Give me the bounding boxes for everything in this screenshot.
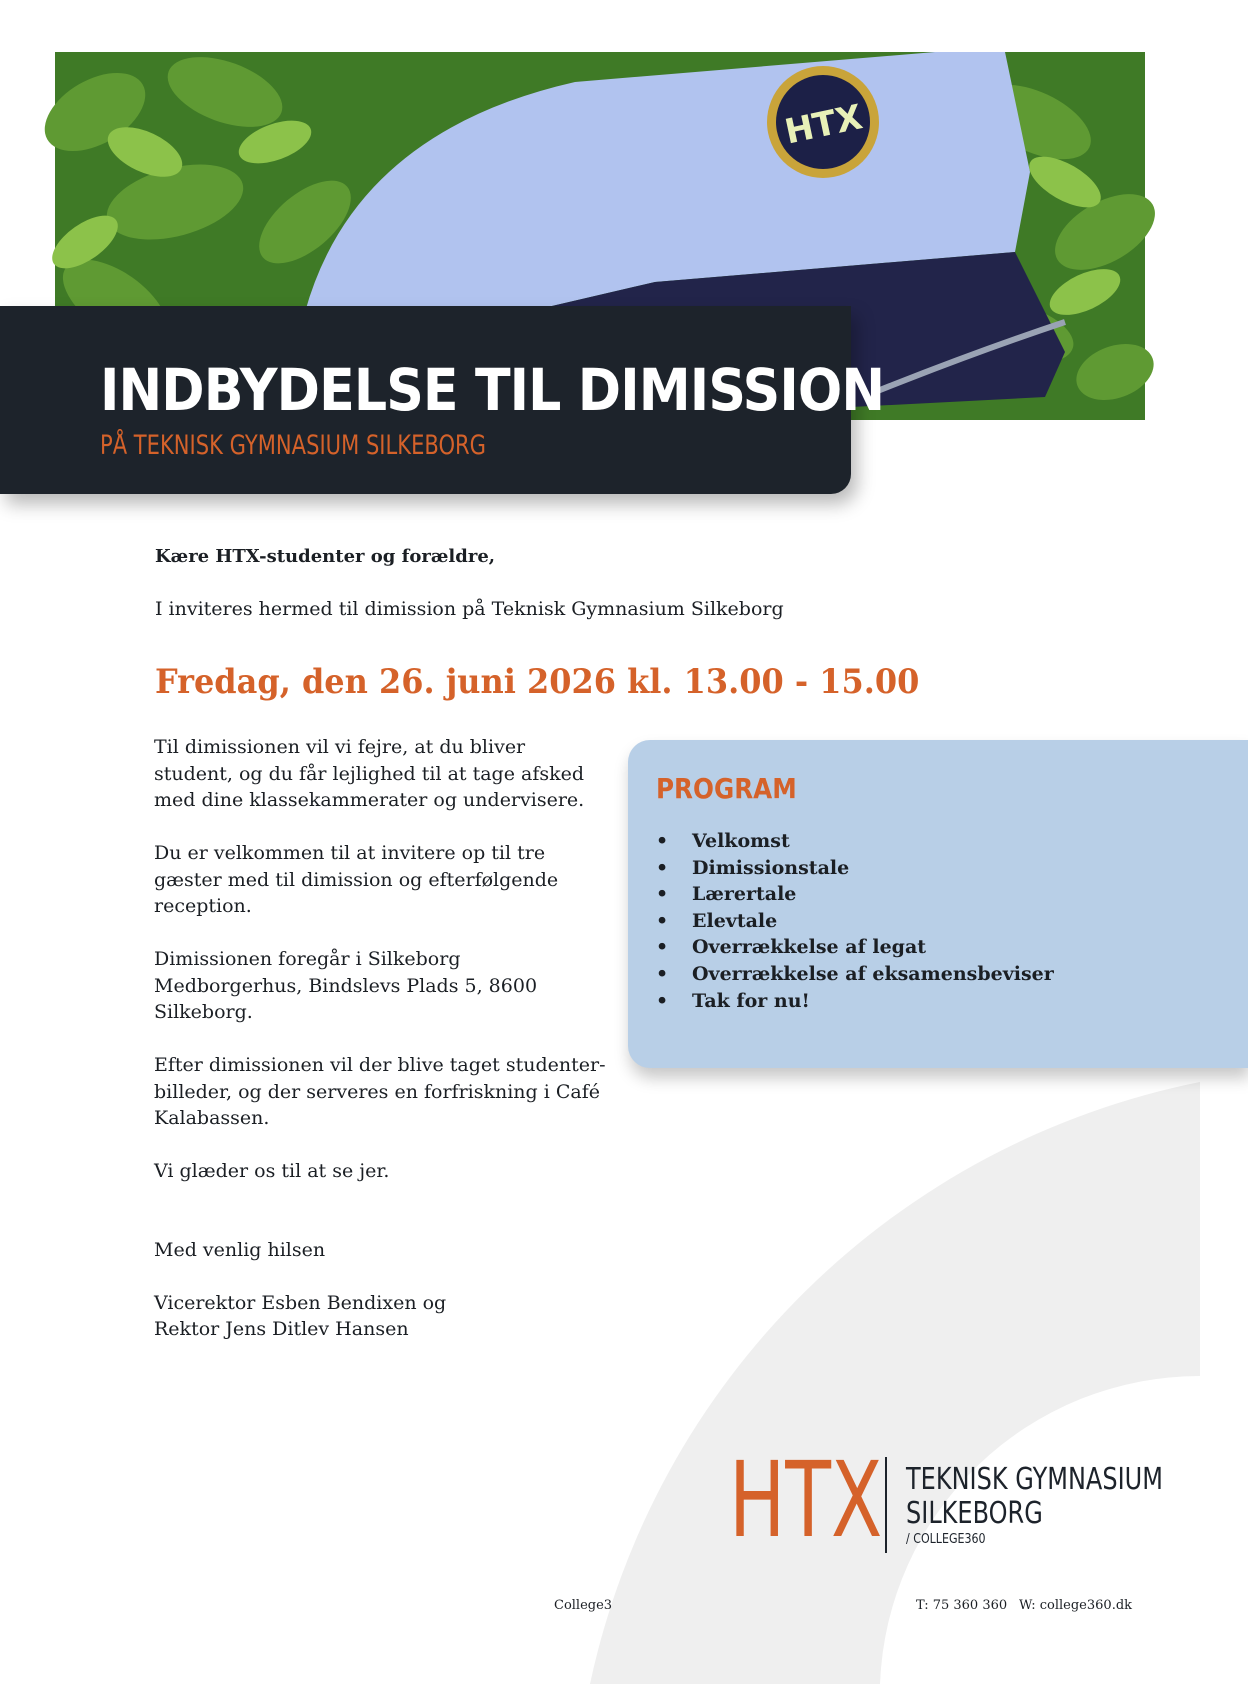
program-item: • Overrækkelse af legat xyxy=(656,934,1054,961)
letter-paragraph: Dimissionen foregår i Silkeborg Medborgerhus, Bindslevs Plads 5, 8600 Silkeborg. xyxy=(154,948,538,1023)
program-item: • Tak for nu! xyxy=(656,988,1054,1015)
program-item: • Overrækkelse af eksamensbeviser xyxy=(656,961,1054,988)
page-title: INDBYDELSE TIL DIMISSION xyxy=(100,356,885,424)
footer-organization: College3 xyxy=(554,1598,613,1613)
program-box xyxy=(628,740,1248,1068)
signature-line: Rektor Jens Ditlev Hansen xyxy=(154,1318,409,1340)
signature-line: Vicerektor Esben Bendixen og xyxy=(154,1291,447,1314)
footer-phone: T: 75 360 360 xyxy=(916,1598,1008,1613)
svg-text:HTX: HTX xyxy=(781,97,866,153)
letter-body xyxy=(154,734,609,1343)
letter-greeting: Kære HTX-studenter og forældre, xyxy=(155,546,496,567)
letter-intro: I inviteres hermed til dimission på Teknisk Gymnasium Silkeborg xyxy=(155,598,784,620)
letter-paragraph: Til dimissionen vil vi fejre, at du bliver student, og du får lejlighed til at tage afsked med dine klassekammerater og undervisere. xyxy=(154,736,585,811)
logo-name-line2: SILKEBORG xyxy=(906,1496,1043,1531)
event-date-time: Fredag, den 26. juni 2026 kl. 13.00 - 15.00 xyxy=(155,662,920,702)
program-item: • Lærertale xyxy=(656,881,1054,908)
program-heading: PROGRAM xyxy=(656,772,797,805)
logo-name-line1: TEKNISK GYMNASIUM xyxy=(906,1462,1163,1497)
letter-paragraph: Vi glæder os til at se jer. xyxy=(154,1160,390,1182)
program-item: • Velkomst xyxy=(656,828,1054,855)
program-item: • Dimissionstale xyxy=(656,855,1054,882)
logo-divider xyxy=(885,1457,887,1553)
program-item: • Elevtale xyxy=(656,908,1054,935)
htx-cap-badge-icon xyxy=(767,66,879,178)
footer-website: W: college360.dk xyxy=(1019,1598,1133,1613)
logo-tagline: / COLLEGE360 xyxy=(906,1532,986,1547)
logo-mark: HTX xyxy=(729,1439,883,1561)
title-banner xyxy=(0,306,885,494)
letter-closing: Med venlig hilsen xyxy=(154,1238,326,1261)
letter-paragraph: Du er velkommen til at invitere op til tre gæster med til dimission og efterfølgende reception. xyxy=(154,842,559,917)
letter-paragraph: Efter dimissionen vil der blive taget studenter-billeder, og der serveres en forfriskning i Café Kalabassen. xyxy=(154,1054,606,1129)
program-list xyxy=(656,828,1054,1014)
page-subtitle: PÅ TEKNISK GYMNASIUM SILKEBORG xyxy=(100,430,486,461)
